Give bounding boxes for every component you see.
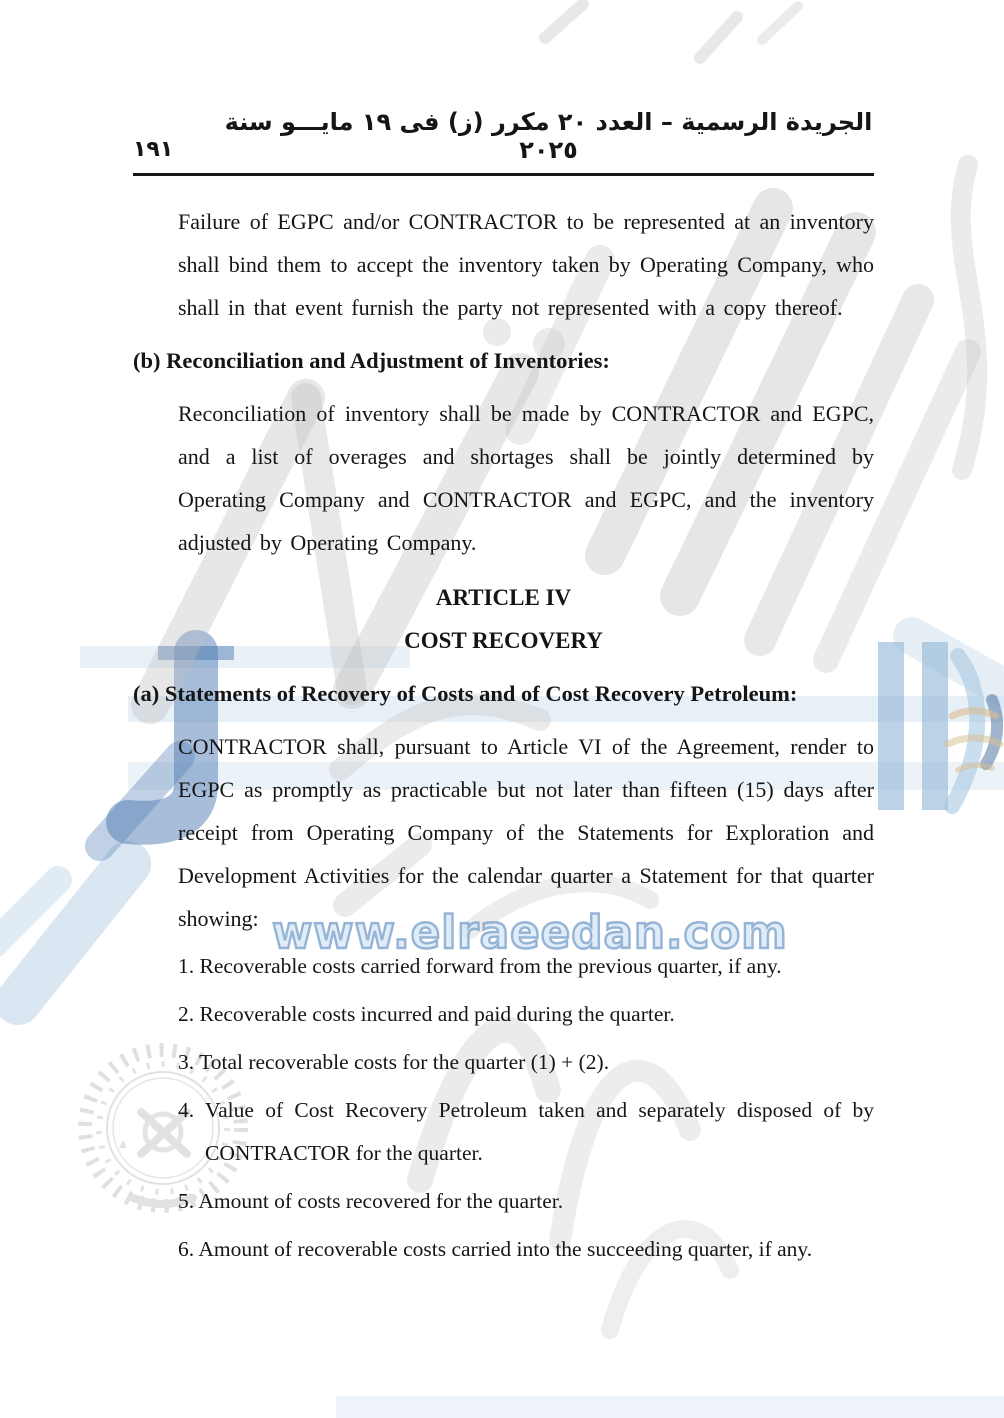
- page-number: ١٩١: [133, 137, 174, 162]
- article-title: ARTICLE IV: [435, 585, 572, 610]
- paragraph-contractor: CONTRACTOR shall, pursuant to Article VI of the Agreement, render to EGPC as promptly as practicable but not later than fifteen (15) days after receipt from Operating Company of the Statements for Exploration and Development Activities for the calendar quarter a Statement for that quarter showing:: [178, 734, 874, 931]
- list-item-1: 1. Recoverable costs carried forward from the previous quarter, if any.: [178, 954, 782, 978]
- blue-diagonal-watermark: [18, 864, 128, 1002]
- gazette-title: الجريدة الرسمية – العدد ٢٠ مكرر (ز) فى ١٩ مايـــو سنة ٢٠٢٥: [224, 108, 873, 164]
- list-item-3: 3. Total recoverable costs for the quarter (1) + (2).: [178, 1050, 610, 1074]
- url-watermark: www.elraeedan.com: [272, 906, 788, 959]
- page-content: [133, 108, 874, 1271]
- heading-statements: (a) Statements of Recovery of Costs and of Cost Recovery Petroleum:: [133, 681, 798, 706]
- list-item-2: 2. Recoverable costs incurred and paid during the quarter.: [178, 1002, 675, 1026]
- list-item-4: 4. Value of Cost Recovery Petroleum taken and separately disposed of by CONTRACTOR for the quarter.: [178, 1098, 874, 1165]
- tan-scribble-watermark: [948, 711, 1000, 770]
- page-header: [133, 108, 874, 164]
- list-item-6: 6. Amount of recoverable costs carried into the succeeding quarter, if any.: [178, 1237, 813, 1261]
- statement-items: [133, 945, 874, 1271]
- article-subtitle: COST RECOVERY: [404, 628, 603, 653]
- paragraph-failure: Failure of EGPC and/or CONTRACTOR to be represented at an inventory shall bind them to accept the inventory taken by Operating Company, who shall in that event furnish the party not represented with a copy thereof.: [178, 209, 874, 320]
- paragraph-reconciliation: Reconciliation of inventory shall be made by CONTRACTOR and EGPC, and a list of overages and shortages shall be jointly determined by Operating Company and CONTRACTOR and EGPC, and the inventory adjusted by Operating Company.: [178, 401, 874, 555]
- heading-reconciliation: (b) Reconciliation and Adjustment of Inventories:: [133, 348, 610, 373]
- list-item-5: 5. Amount of costs recovered for the quarter.: [178, 1189, 564, 1213]
- header-divider: [133, 173, 874, 176]
